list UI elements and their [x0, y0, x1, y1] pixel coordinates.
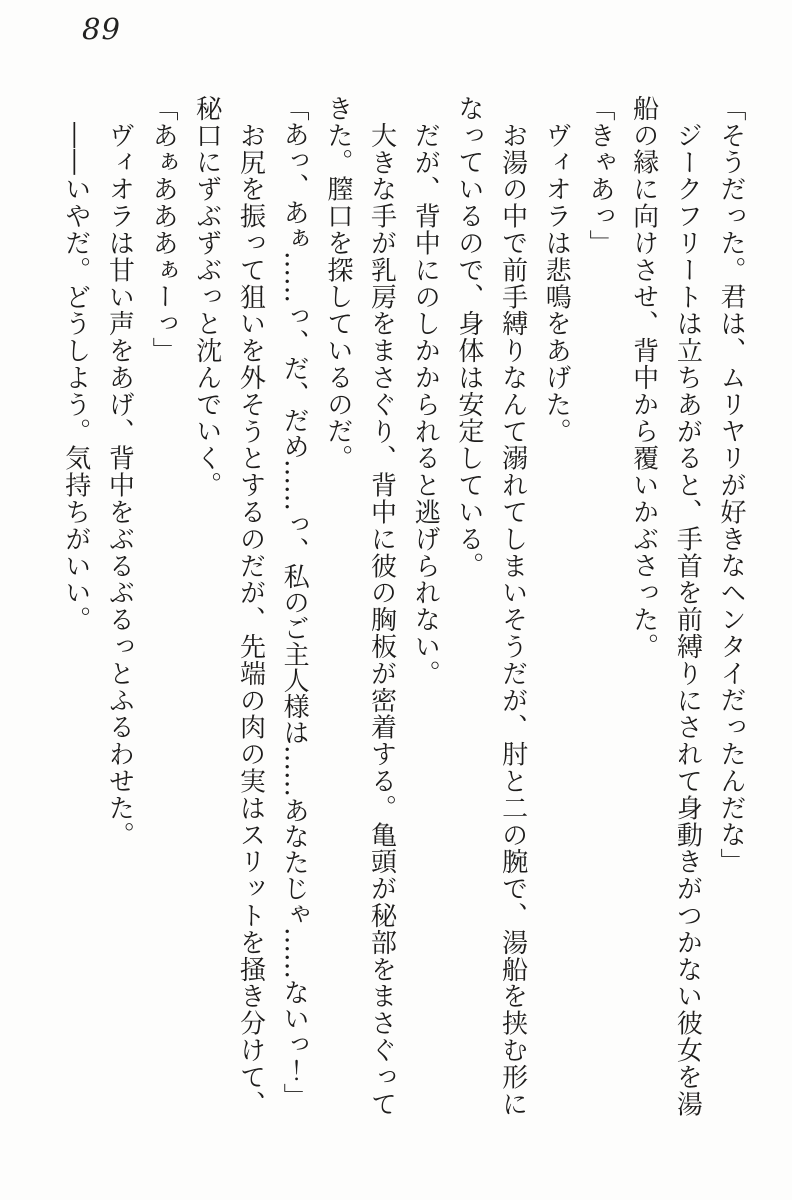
text-column: 「そうだった。君は、ムリヤリが好きなヘンタイだったんだな」 [716, 95, 746, 876]
text-column: なっているので、身体は安定している。 [453, 95, 484, 580]
text-column: お湯の中で前手縛りなんて溺れてしまいそうだが、肘と二の腕で、湯船を挟む形に [497, 122, 528, 1118]
page-number: 89 [82, 12, 121, 46]
text-column: 秘口にずぶずぶっと沈んでいく。 [191, 95, 222, 499]
text-column: だが、背中にのしかかられると逃げられない。 [410, 122, 441, 687]
text-column: 大きな手が乳房をまさぐり、背中に彼の胸板が密着する。亀頭が秘部をまさぐって [366, 122, 397, 1118]
text-column: ヴィオラは甘い声をあげ、背中をぶるぶるっとふるわせた。 [104, 122, 135, 849]
text-column: ジークフリートは立ちあがると、手首を前縛りにされて身動きがつかない彼女を湯 [672, 122, 703, 1118]
text-column: 「あぁあああぁーっ」 [148, 95, 179, 364]
text-column: 「あっ、あぁ……っ、だ、だめ……っ、私のご主人様は……あなたじゃ……ないっ！」 [279, 95, 310, 1109]
text-column: 「きゃあっ」 [584, 95, 615, 257]
text-column: お尻を振って狙いを外そうとするのだが、先端の肉の実はスリットを掻き分けて、 [235, 122, 266, 1118]
text-column: ヴィオラは悲鳴をあげた。 [541, 122, 572, 445]
vertical-text-block [53, 95, 752, 1127]
text-column: ――いやだ。どうしよう。気持ちがいい。 [60, 122, 91, 634]
text-column: 船の縁に向けさせ、背中から覆いかぶさった。 [628, 95, 659, 660]
text-column: きた。膣口を探しているのだ。 [322, 95, 353, 472]
